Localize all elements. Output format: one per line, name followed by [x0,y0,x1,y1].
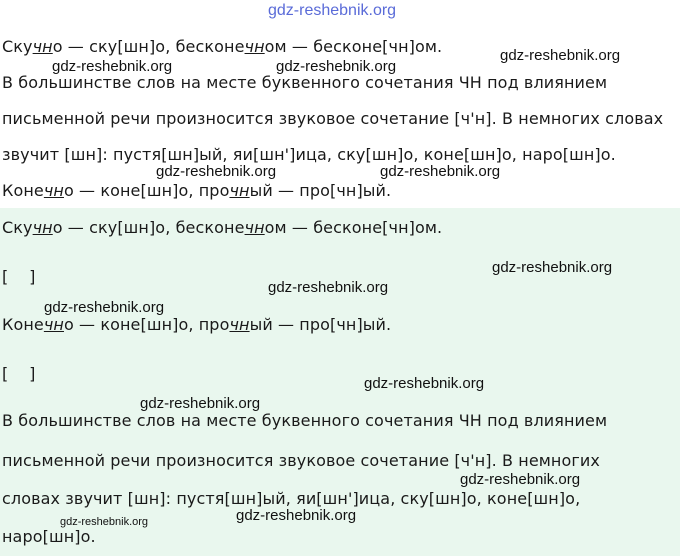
rule-line-3: звучит [шн]: пустя[шн]ый, яи[шн']ица, ску[шн]о, коне[шн]о, наро[шн]о. [2,145,616,164]
watermark: gdz-reshebnik.org [276,58,397,75]
watermark: gdz-reshebnik.org [500,47,621,64]
answer-transcription-2: [ ] [2,364,36,383]
answer-example-1: Скучно — ску[шн]о, бесконечном — бесконе[чн]ом. [2,218,443,237]
watermark: gdz-reshebnik.org [460,471,581,488]
watermark: gdz-reshebnik.org [236,507,357,524]
watermark: gdz-reshebnik.org [52,58,173,75]
watermark: gdz-reshebnik.org [44,299,165,316]
answer-rule-3: словах звучит [шн]: пустя[шн]ый, яи[шн']ица, ску[шн]о, коне[шн]о, [2,489,581,508]
watermark: gdz-reshebnik.org [268,279,389,296]
example-line-2: Конечно — коне[шн]о, прочный — про[чн]ый. [2,181,392,200]
answer-example-2: Конечно — коне[шн]о, прочный — про[чн]ый. [2,315,392,334]
answer-rule-4: наро[шн]о. [2,527,96,546]
answer-transcription-1: [ ] [2,267,36,286]
example-line-1: Скучно — ску[шн]о, бесконечном — бесконе[чн]ом. [2,37,443,56]
watermark: gdz-reshebnik.org [268,2,397,19]
watermark: gdz-reshebnik.org [380,163,501,180]
rule-line-2: письменной речи произносится звуковое сочетание [ч'н]. В немногих словах [2,109,664,128]
watermark: gdz-reshebnik.org [60,516,149,528]
rule-line-1: В большинстве слов на месте буквенного сочетания ЧН под влиянием [2,73,608,92]
watermark: gdz-reshebnik.org [492,259,613,276]
answer-rule-2: письменной речи произносится звуковое сочетание [ч'н]. В немногих [2,451,600,470]
watermark: gdz-reshebnik.org [364,375,485,392]
watermark: gdz-reshebnik.org [156,163,277,180]
answer-rule-1: В большинстве слов на месте буквенного сочетания ЧН под влиянием [2,411,608,430]
watermark: gdz-reshebnik.org [140,395,261,412]
